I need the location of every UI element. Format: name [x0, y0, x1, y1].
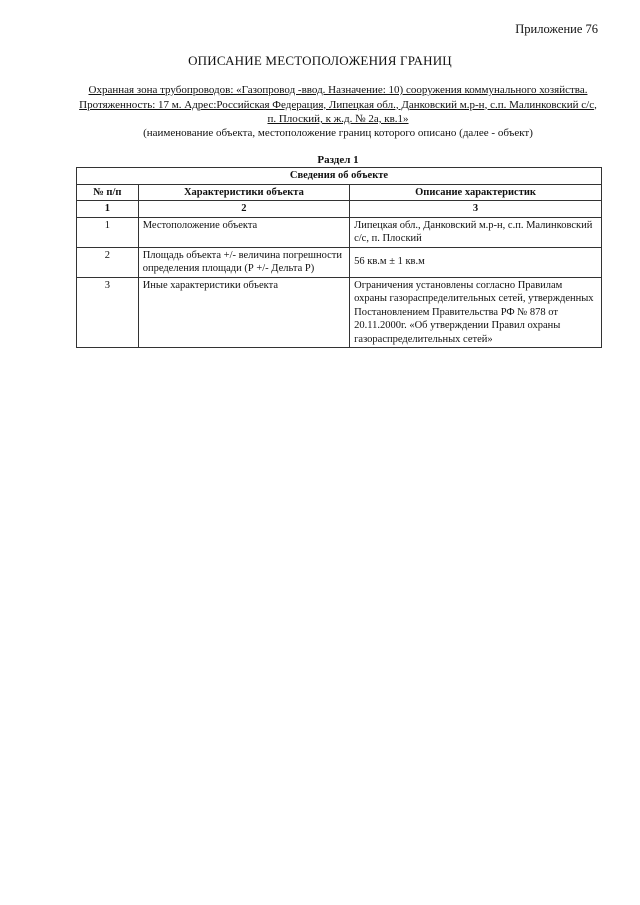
- row-num: 1: [77, 217, 139, 247]
- column-number: 2: [138, 201, 349, 218]
- document-title: ОПИСАНИЕ МЕСТОПОЛОЖЕНИЯ ГРАНИЦ: [188, 53, 452, 68]
- column-number: 1: [77, 201, 139, 218]
- object-info-table: [76, 167, 602, 348]
- row-num: 3: [77, 277, 139, 348]
- row-characteristic: Площадь объекта +/- величина погрешности определения площади (Р +/- Дельта Р): [138, 247, 349, 277]
- object-description-note: (наименование объекта, местоположение границ которого описано (далее - объект): [143, 127, 533, 139]
- column-number-row: [77, 201, 602, 218]
- row-description: Липецкая обл., Данковский м.р-н, с.п. Малинковский с/с, п. Плоский: [350, 217, 602, 247]
- header-description: Описание характеристик: [350, 184, 602, 201]
- header-characteristic: Характеристики объекта: [138, 184, 349, 201]
- row-description: 56 кв.м ± 1 кв.м: [350, 247, 602, 277]
- table-row: [77, 247, 602, 277]
- header-num: № п/п: [77, 184, 139, 201]
- table-caption-row: [77, 168, 602, 185]
- row-characteristic: Местоположение объекта: [138, 217, 349, 247]
- row-description: Ограничения установлены согласно Правилам охраны газораспределительных сетей, утвержденных Постановлением Правительства РФ № 878 от 20.11.2000г. «Об утверждении Правил охраны газораспределительных сетей»: [350, 277, 602, 348]
- section-title: Раздел 1: [317, 154, 359, 166]
- row-num: 2: [77, 247, 139, 277]
- table-row: [77, 217, 602, 247]
- table-header-row: [77, 184, 602, 201]
- object-description: Охранная зона трубопроводов: «Газопровод -ввод. Назначение: 10) сооружения коммунального хозяйства. Протяженность: 17 м. Адрес:Российская Федерация, Липецкая обл., Данковский м.р-н, с.п. Малинковский с/с, п. Плоский, к ж.д. № 2а, кв.1»: [79, 84, 597, 125]
- row-characteristic: Иные характеристики объекта: [138, 277, 349, 348]
- table-row: [77, 277, 602, 348]
- column-number: 3: [350, 201, 602, 218]
- appendix-label: Приложение 76: [515, 22, 598, 36]
- table-caption: Сведения об объекте: [77, 168, 602, 185]
